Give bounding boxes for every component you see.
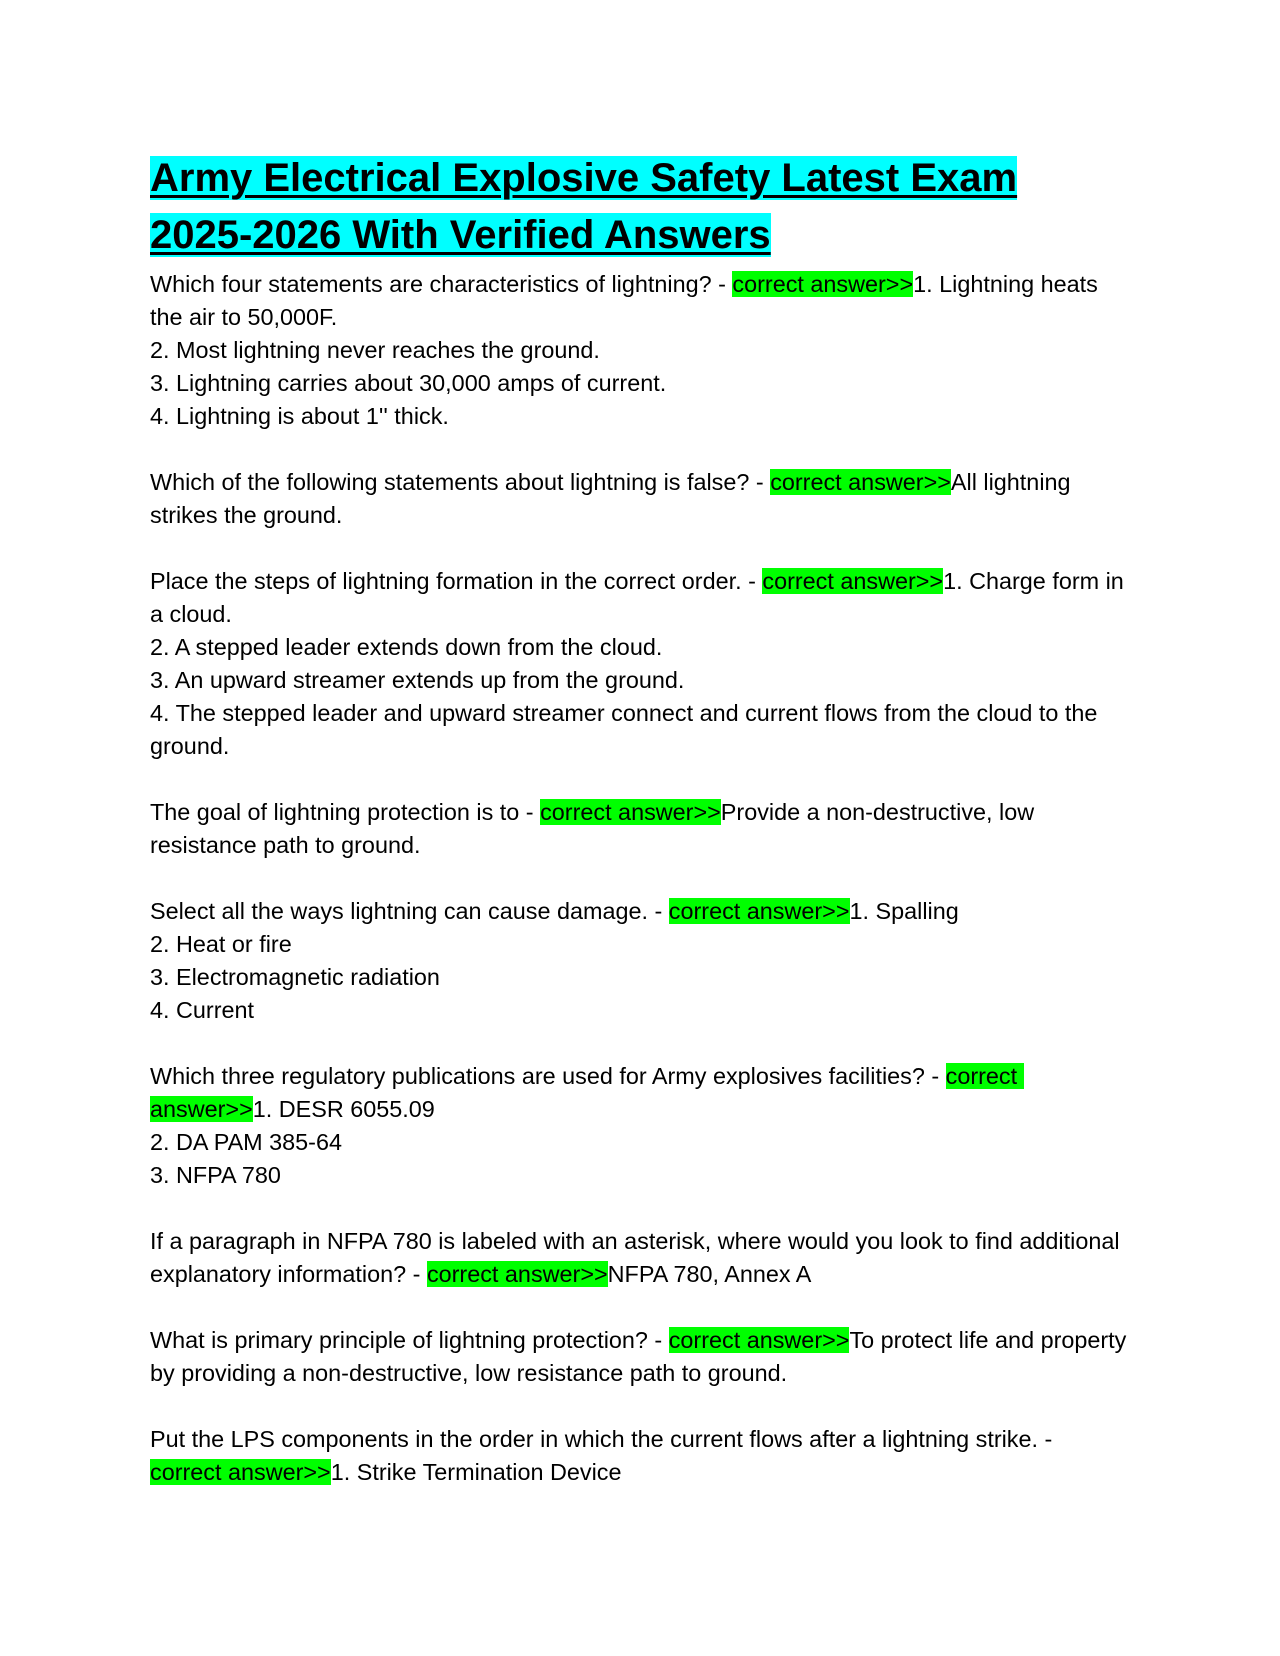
correct-answer-marker: correct answer>> bbox=[770, 469, 951, 495]
correct-answer-marker: correct answer>> bbox=[150, 1063, 1024, 1122]
title-line-2: 2025-2026 With Verified Answers bbox=[150, 213, 771, 257]
answer-text: 1. Charge form in a cloud. 2. A stepped leader extends down from the cloud. 3. An upward streamer extends up from the ground. 4. The stepped leader and upward streamer connect and current flows from the cloud to the ground. bbox=[150, 568, 1124, 759]
title-line-1: Army Electrical Explosive Safety Latest Exam bbox=[150, 156, 1018, 200]
correct-answer-marker: correct answer>> bbox=[426, 1261, 608, 1287]
qa-item bbox=[150, 1225, 1130, 1291]
qa-item bbox=[150, 1060, 1130, 1192]
answer-text: 1. Strike Termination Device bbox=[330, 1459, 622, 1485]
question-text: Place the steps of lightning formation in the correct order. - bbox=[150, 568, 763, 594]
answer-text: 1. Spalling 2. Heat or fire 3. Electromagnetic radiation 4. Current bbox=[150, 898, 959, 1023]
correct-answer-marker: correct answer>> bbox=[762, 568, 944, 594]
answer-text: NFPA 780, Annex A bbox=[607, 1261, 812, 1287]
qa-item bbox=[150, 268, 1130, 433]
question-text: Select all the ways lightning can cause damage. - bbox=[150, 898, 669, 924]
qa-item bbox=[150, 796, 1130, 862]
question-text: What is primary principle of lightning protection? - bbox=[150, 1327, 669, 1353]
answer-text: Provide a non-destructive, low resistance path to ground. bbox=[150, 799, 1041, 858]
qa-item bbox=[150, 895, 1130, 1027]
question-text: Which four statements are characteristics of lightning? - bbox=[150, 271, 733, 297]
document-title bbox=[150, 150, 1130, 264]
answer-text: 1. Lightning heats the air to 50,000F. 2. Most lightning never reaches the ground. 3. Lightning carries about 30,000 amps of current. 4. Lightning is about 1'' thick. bbox=[150, 271, 1098, 429]
question-text: Which of the following statements about lightning is false? - bbox=[150, 469, 771, 495]
correct-answer-marker: correct answer>> bbox=[668, 898, 850, 924]
qa-item bbox=[150, 1423, 1130, 1489]
correct-answer-marker: correct answer>> bbox=[540, 799, 721, 825]
answer-text: To protect life and property by providing a non-destructive, low resistance path to ground. bbox=[150, 1327, 1133, 1386]
correct-answer-marker: correct answer>> bbox=[150, 1459, 331, 1485]
qa-item bbox=[150, 466, 1130, 532]
qa-item bbox=[150, 565, 1130, 763]
correct-answer-marker: correct answer>> bbox=[732, 271, 914, 297]
answer-text: 1. DESR 6055.09 2. DA PAM 385-64 3. NFPA 780 bbox=[150, 1096, 435, 1188]
question-text: Put the LPS components in the order in which the current flows after a lightning strike. - bbox=[150, 1426, 1059, 1452]
question-text: If a paragraph in NFPA 780 is labeled with an asterisk, where would you look to find additional explanatory information? - bbox=[150, 1228, 1127, 1287]
question-text: Which three regulatory publications are used for Army explosives facilities? - bbox=[150, 1063, 946, 1089]
correct-answer-marker: correct answer>> bbox=[668, 1327, 850, 1353]
answer-text: All lightning strikes the ground. bbox=[150, 469, 1078, 528]
qa-item bbox=[150, 1324, 1133, 1390]
document-page bbox=[150, 150, 1133, 1489]
question-text: The goal of lightning protection is to - bbox=[150, 799, 541, 825]
